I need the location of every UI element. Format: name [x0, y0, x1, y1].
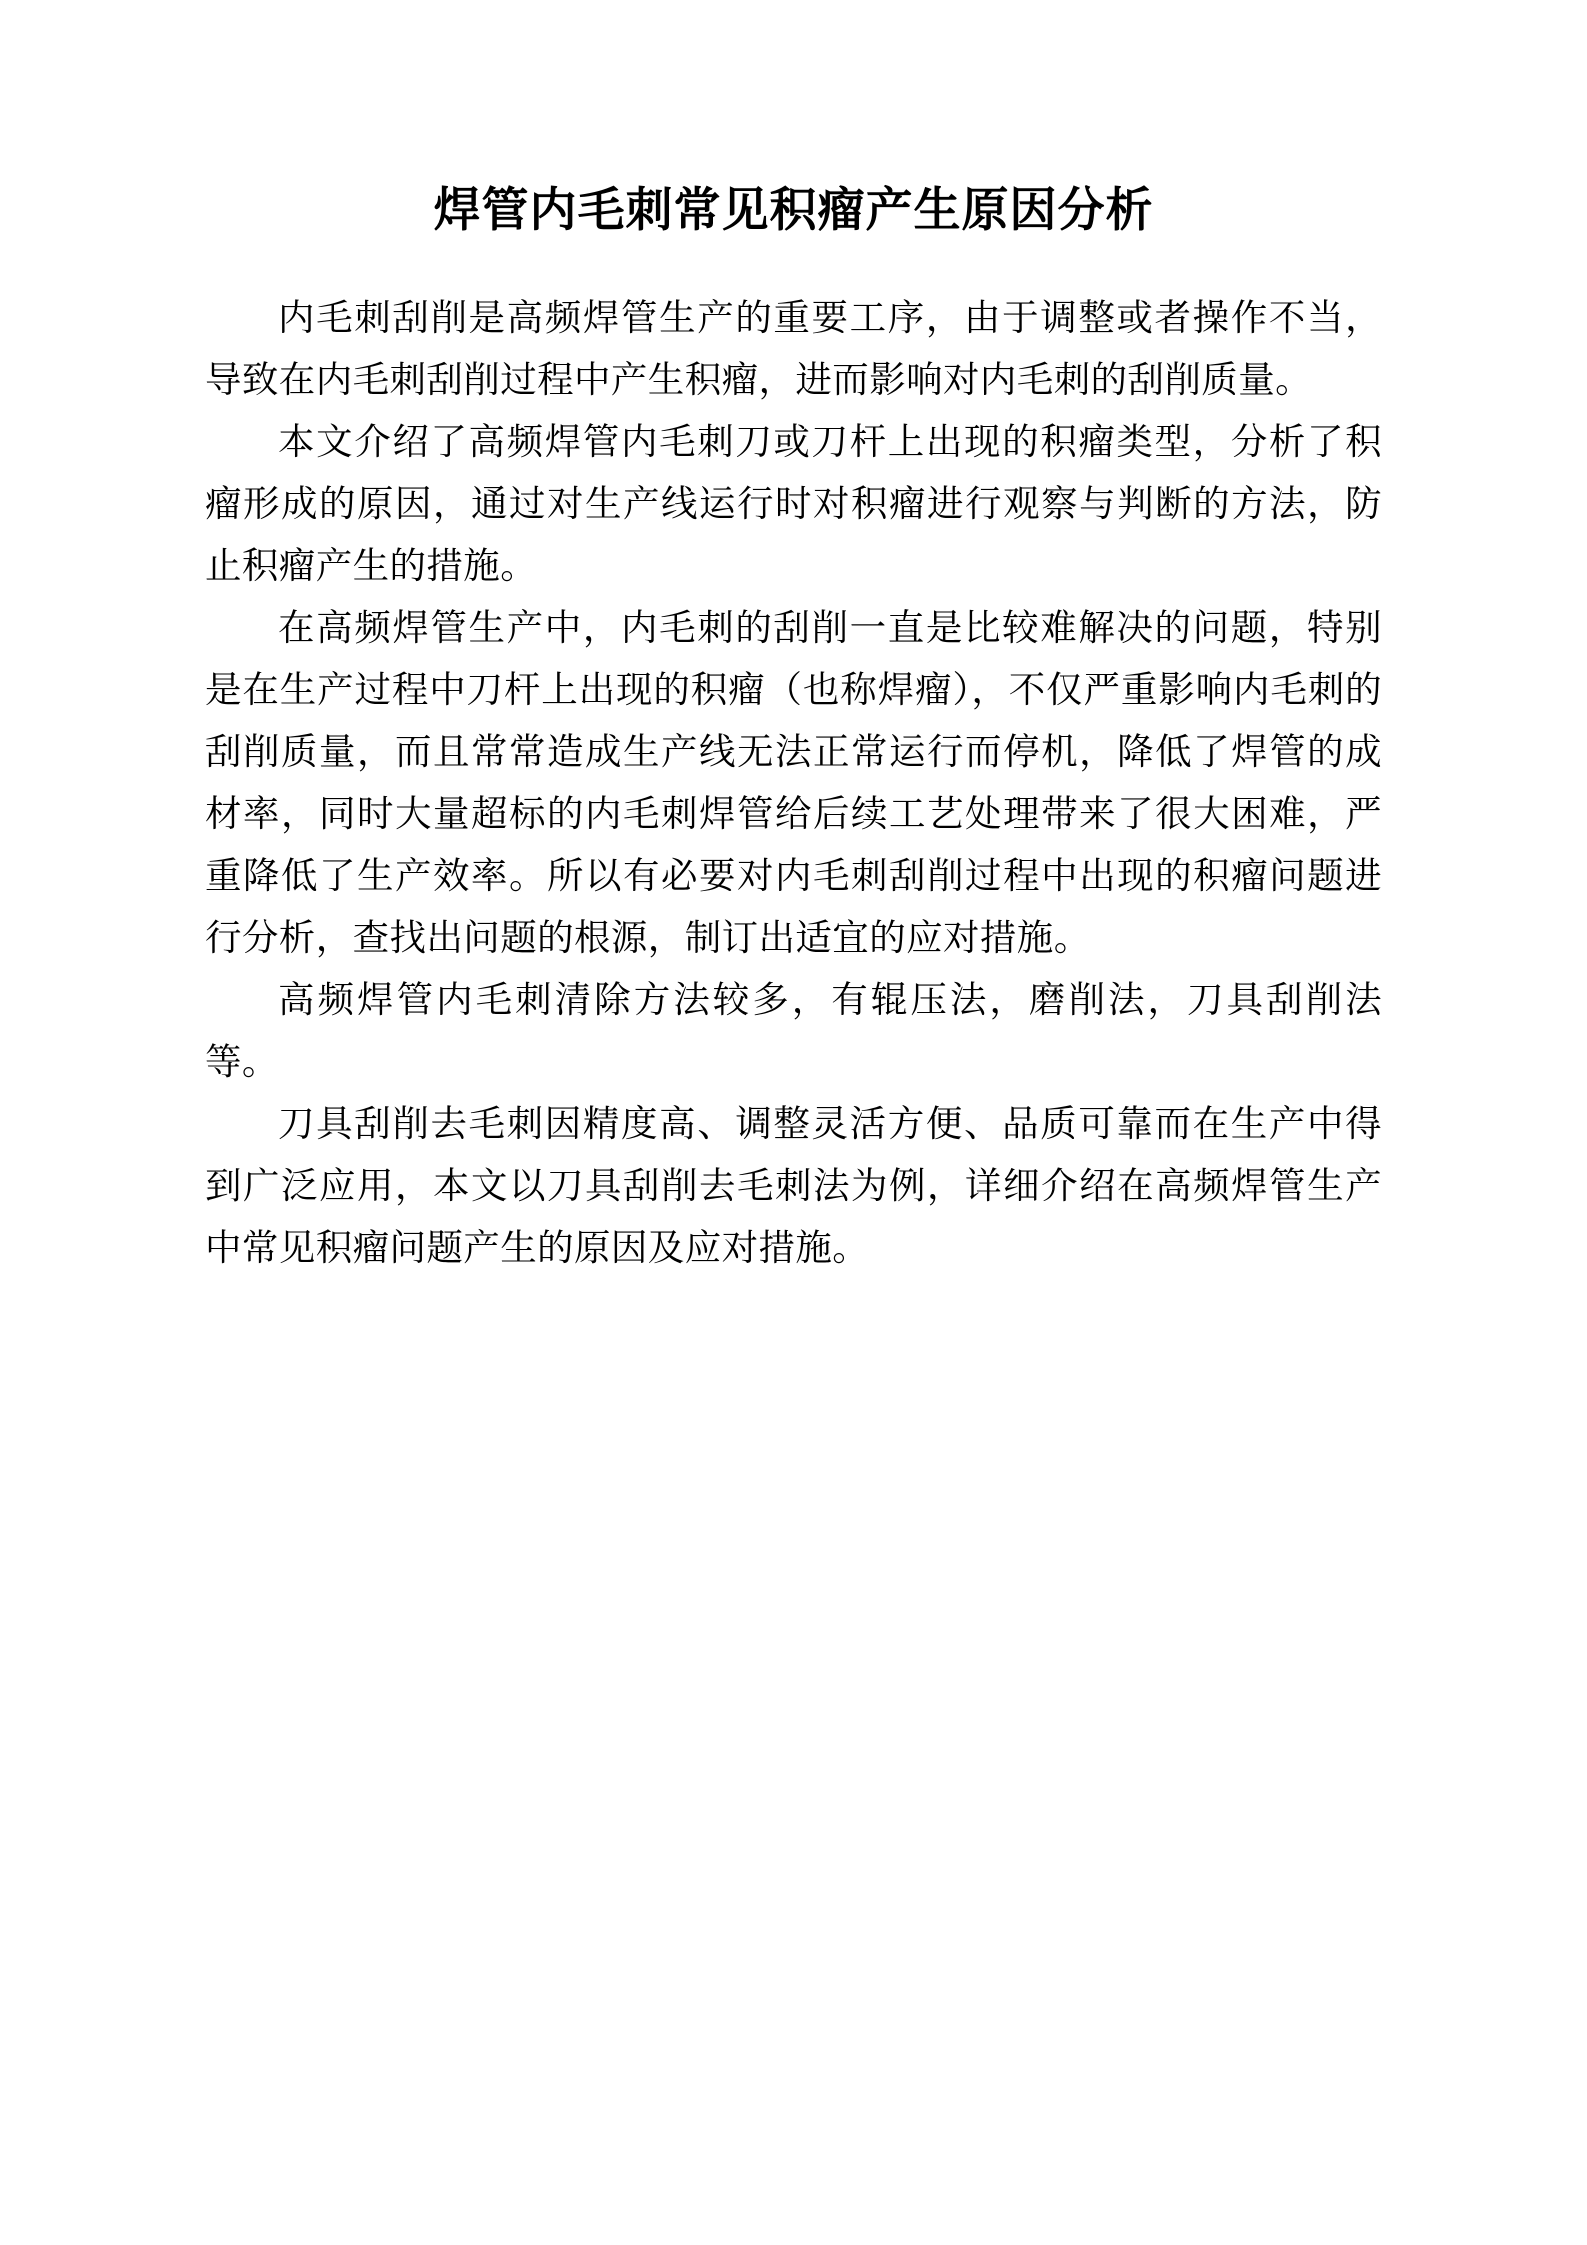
paragraph-2: 本文介绍了高频焊管内毛刺刀或刀杆上出现的积瘤类型，分析了积瘤形成的原因，通过对生产线运行时对积瘤进行观察与判断的方法，防止积瘤产生的措施。 [205, 420, 1382, 588]
page-title: 焊管内毛刺常见积瘤产生原因分析 [433, 183, 1154, 238]
paragraph-3: 在高频焊管生产中，内毛刺的刮削一直是比较难解决的问题，特别是在生产过程中刀杆上出现的积瘤（也称焊瘤），不仅严重影响内毛刺的刮削质量，而且常常造成生产线无法正常运行而停机，降低了焊管的成材率，同时大量超标的内毛刺焊管给后续工艺处理带来了很大困难，严重降低了生产效率。所以有必要对内毛刺刮削过程中出现的积瘤问题进行分析，查找出问题的根源，制订出适宜的应对措施。 [205, 606, 1382, 960]
paragraph-4: 高频焊管内毛刺清除方法较多，有辊压法，磨削法，刀具刮削法等。 [205, 978, 1382, 1084]
document-body [205, 287, 1382, 1279]
paragraph-5: 刀具刮削去毛刺因精度高、调整灵活方便、品质可靠而在生产中得到广泛应用，本文以刀具刮削去毛刺法为例，详细介绍在高频焊管生产中常见积瘤问题产生的原因及应对措施。 [205, 1102, 1382, 1270]
paragraph-1: 内毛刺刮削是高频焊管生产的重要工序，由于调整或者操作不当，导致在内毛刺刮削过程中产生积瘤，进而影响对内毛刺的刮削质量。 [205, 296, 1382, 402]
